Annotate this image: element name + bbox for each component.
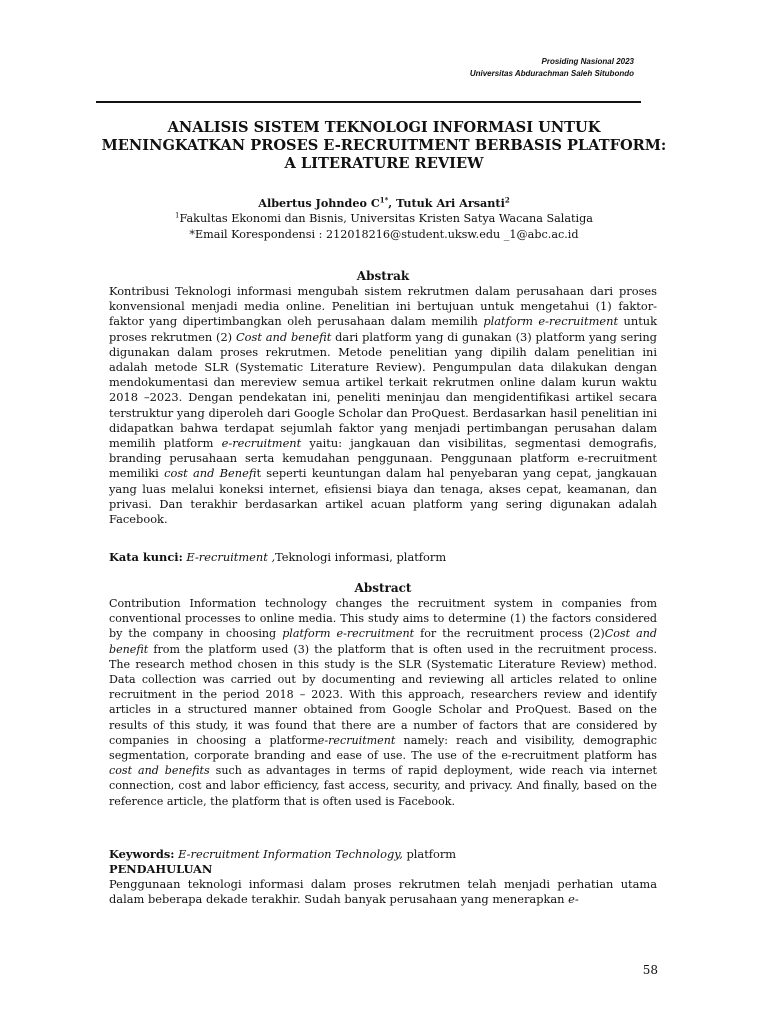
- page-number: 58: [642, 963, 658, 977]
- author-affiliation: [96, 211, 672, 227]
- title-line-2: MENINGKATKAN PROSES E-RECRUITMENT BERBASIS PLATFORM:: [101, 137, 667, 154]
- kata-kunci: Kata kunci: E-recruitment ,Teknologi informasi, platform: [109, 550, 447, 564]
- header-proceedings: Prosiding Nasional 2023: [541, 57, 634, 66]
- running-header: [470, 56, 634, 80]
- title-line-1: ANALISIS SISTEM TEKNOLOGI INFORMASI UNTUK: [167, 119, 601, 136]
- affiliation-mark: 1: [175, 211, 180, 220]
- pendahuluan-paragraph: Penggunaan teknologi informasi dalam proses rekrutmen telah menjadi perhatian utama dalam beberapa dekade terakhir. Sudah banyak perusahaan yang menerapkan e-: [109, 877, 657, 907]
- keywords-label: Keywords:: [109, 847, 175, 861]
- author-1-mark: 1*: [379, 195, 389, 205]
- author-2-mark: 2: [504, 195, 510, 205]
- abstract-heading: Abstract: [354, 581, 412, 595]
- header-university: Universitas Abdurachman Saleh Situbondo: [469, 69, 634, 78]
- abstract-paragraph: Contribution Information technology changes the recruitment system in companies from conventional processes to online media. This study aims to determine (1) the factors considered by the company in choosing platform e-recruitment for the recruitment process (2)Cost and benefit from the platform used (3) the platform that is often used in the recruitment process. The research method chosen in this study is the SLR (Systematic Literature Review) method. Data collection was carried out by documenting and reviewing all articles related to online recruitment in the period 2018 – 2023. With this approach, researchers review and identify articles in a structured manner obtained from Google Scholar and ProQuest. Based on the results of this study, it was found that there are a number of factors that are considered by companies in choosing a platforme-recruitment namely: reach and visibility, demographic segmentation, corporate branding and ease of use. The use of the e-recruitment platform has cost and benefits such as advantages in terms of rapid deployment, wide reach via internet connection, cost and labor efficiency, fast access, security, and privacy. And finally, based on the reference article, the platform that is often used is Facebook.: [109, 597, 657, 808]
- pendahuluan-heading: PENDAHULUAN: [109, 862, 213, 876]
- abstrak-paragraph: Kontribusi Teknologi informasi mengubah sistem rekrutmen dalam perusahaan dari proses konvensional menjadi media online. Penelitian ini bertujuan untuk mengetahui (1) faktor-faktor yang dipertimbangkan oleh perusahaan dalam memilih platform e-recruitment untuk proses rekrutmen (2) Cost and benefit dari platform yang di gunakan (3) platform yang sering digunakan dalam proses rekrutmen. Metode penelitian yang dipilih dalam penelitian ini adalah metode SLR (Systematic Literature Review). Pengumpulan data dilakukan dengan mendokumentasi dan mereview semua artikel terkait rekrutmen online dalam kurun waktu 2018 –2023. Dengan pendekatan ini, peneliti meninjau dan mengidentifikasi artikel secara terstruktur yang diperoleh dari Google Scholar dan ProQuest. Berdasarkan hasil penelitian ini didapatkan bahwa terdapat sejumlah faktor yang menjadi pertimbangan perusahan dalam memilih platform e-recruitment yaitu: jangkauan dan visibilitas, segmentasi demografis, branding perusahaan serta kemudahan penggunaan. Penggunaan platform e-recruitment memiliki cost and Benefit seperti keuntungan dalam hal penyebaran yang cepat, jangkauan yang luas melalui koneksi internet, efisiensi biaya dan tenaga, akses cepat, keamanan, dan privasi. Dan terakhir berdasarkan artikel acuan platform yang sering digunakan adalah Facebook.: [109, 284, 658, 527]
- affiliation-text: Fakultas Ekonomi dan Bisnis, Universitas Kristen Satya Wacana Salatiga: [179, 212, 593, 225]
- keywords: Keywords: E-recruitment Information Technology, platform: [109, 847, 457, 861]
- header-rule: [96, 101, 641, 103]
- author-block: [96, 195, 672, 243]
- abstrak-heading: Abstrak: [356, 269, 410, 283]
- author-1: Albertus Johndeo C: [258, 196, 380, 210]
- author-email: *Email Korespondensi : 212018216@student.uksw.edu _1@abc.ac.id: [189, 228, 579, 241]
- author-names: [96, 195, 672, 211]
- title-line-3: A LITERATURE REVIEW: [284, 155, 484, 172]
- kata-kunci-label: Kata kunci:: [109, 550, 183, 564]
- paper-title: [96, 119, 672, 173]
- author-2: , Tutuk Ari Arsanti: [388, 196, 505, 210]
